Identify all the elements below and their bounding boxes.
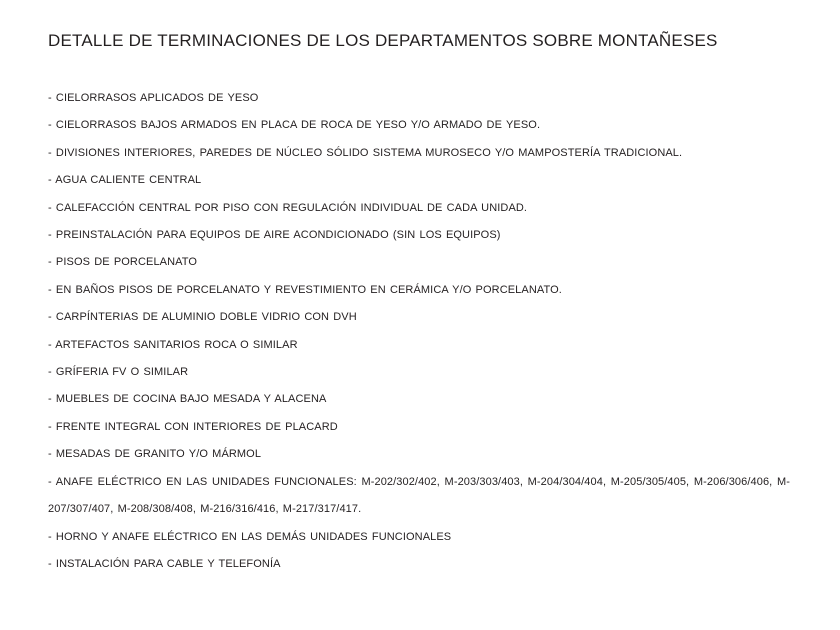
list-item: - PISOS DE PORCELANATO xyxy=(48,256,198,269)
list-item: - ANAFE ELÉCTRICO EN LAS UNIDADES FUNCIONALES: M-202/302/402, M-203/303/403, M-204/304/404, M-205/305/405, M-206/306/406, M-207/307/407, M-208/308/408, M-216/316/416, M-217/317/417. xyxy=(48,475,790,516)
list-item: - MUEBLES DE COCINA BAJO MESADA Y ALACENA xyxy=(48,393,327,406)
list-item: - INSTALACIÓN PARA CABLE Y TELEFONÍA xyxy=(48,557,281,570)
list-item: - CARPÍNTERIAS DE ALUMINIO DOBLE VIDRIO CON DVH xyxy=(48,311,357,324)
list-item: - PREINSTALACIÓN PARA EQUIPOS DE AIRE ACONDICIONADO (SIN LOS EQUIPOS) xyxy=(48,229,501,242)
list-item: - ARTEFACTOS SANITARIOS ROCA O SIMILAR xyxy=(48,338,298,351)
list-item: - DIVISIONES INTERIORES, PAREDES DE NÚCLEO SÓLIDO SISTEMA MUROSECO Y/O MAMPOSTERÍA TRADICIONAL. xyxy=(48,146,683,159)
page-title: DETALLE DE TERMINACIONES DE LOS DEPARTAMENTOS SOBRE MONTAÑESES xyxy=(48,31,718,50)
terminations-list xyxy=(48,85,790,578)
list-item: - CIELORRASOS APLICADOS DE YESO xyxy=(48,92,259,104)
list-item: - CIELORRASOS BAJOS ARMADOS EN PLACA DE ROCA DE YESO Y/O ARMADO DE YESO. xyxy=(48,119,541,132)
list-item: - HORNO Y ANAFE ELÉCTRICO EN LAS DEMÁS UNIDADES FUNCIONALES xyxy=(48,530,452,543)
list-item: - MESADAS DE GRANITO Y/O MÁRMOL xyxy=(48,448,262,461)
list-item: - GRÍFERIA FV O SIMILAR xyxy=(48,366,189,379)
list-item: - AGUA CALIENTE CENTRAL xyxy=(48,174,202,187)
list-item: - CALEFACCIÓN CENTRAL POR PISO CON REGULACIÓN INDIVIDUAL DE CADA UNIDAD. xyxy=(48,201,528,214)
list-item: - EN BAÑOS PISOS DE PORCELANATO Y REVESTIMIENTO EN CERÁMICA Y/O PORCELANATO. xyxy=(48,283,562,296)
list-item: - FRENTE INTEGRAL CON INTERIORES DE PLACARD xyxy=(48,420,338,433)
